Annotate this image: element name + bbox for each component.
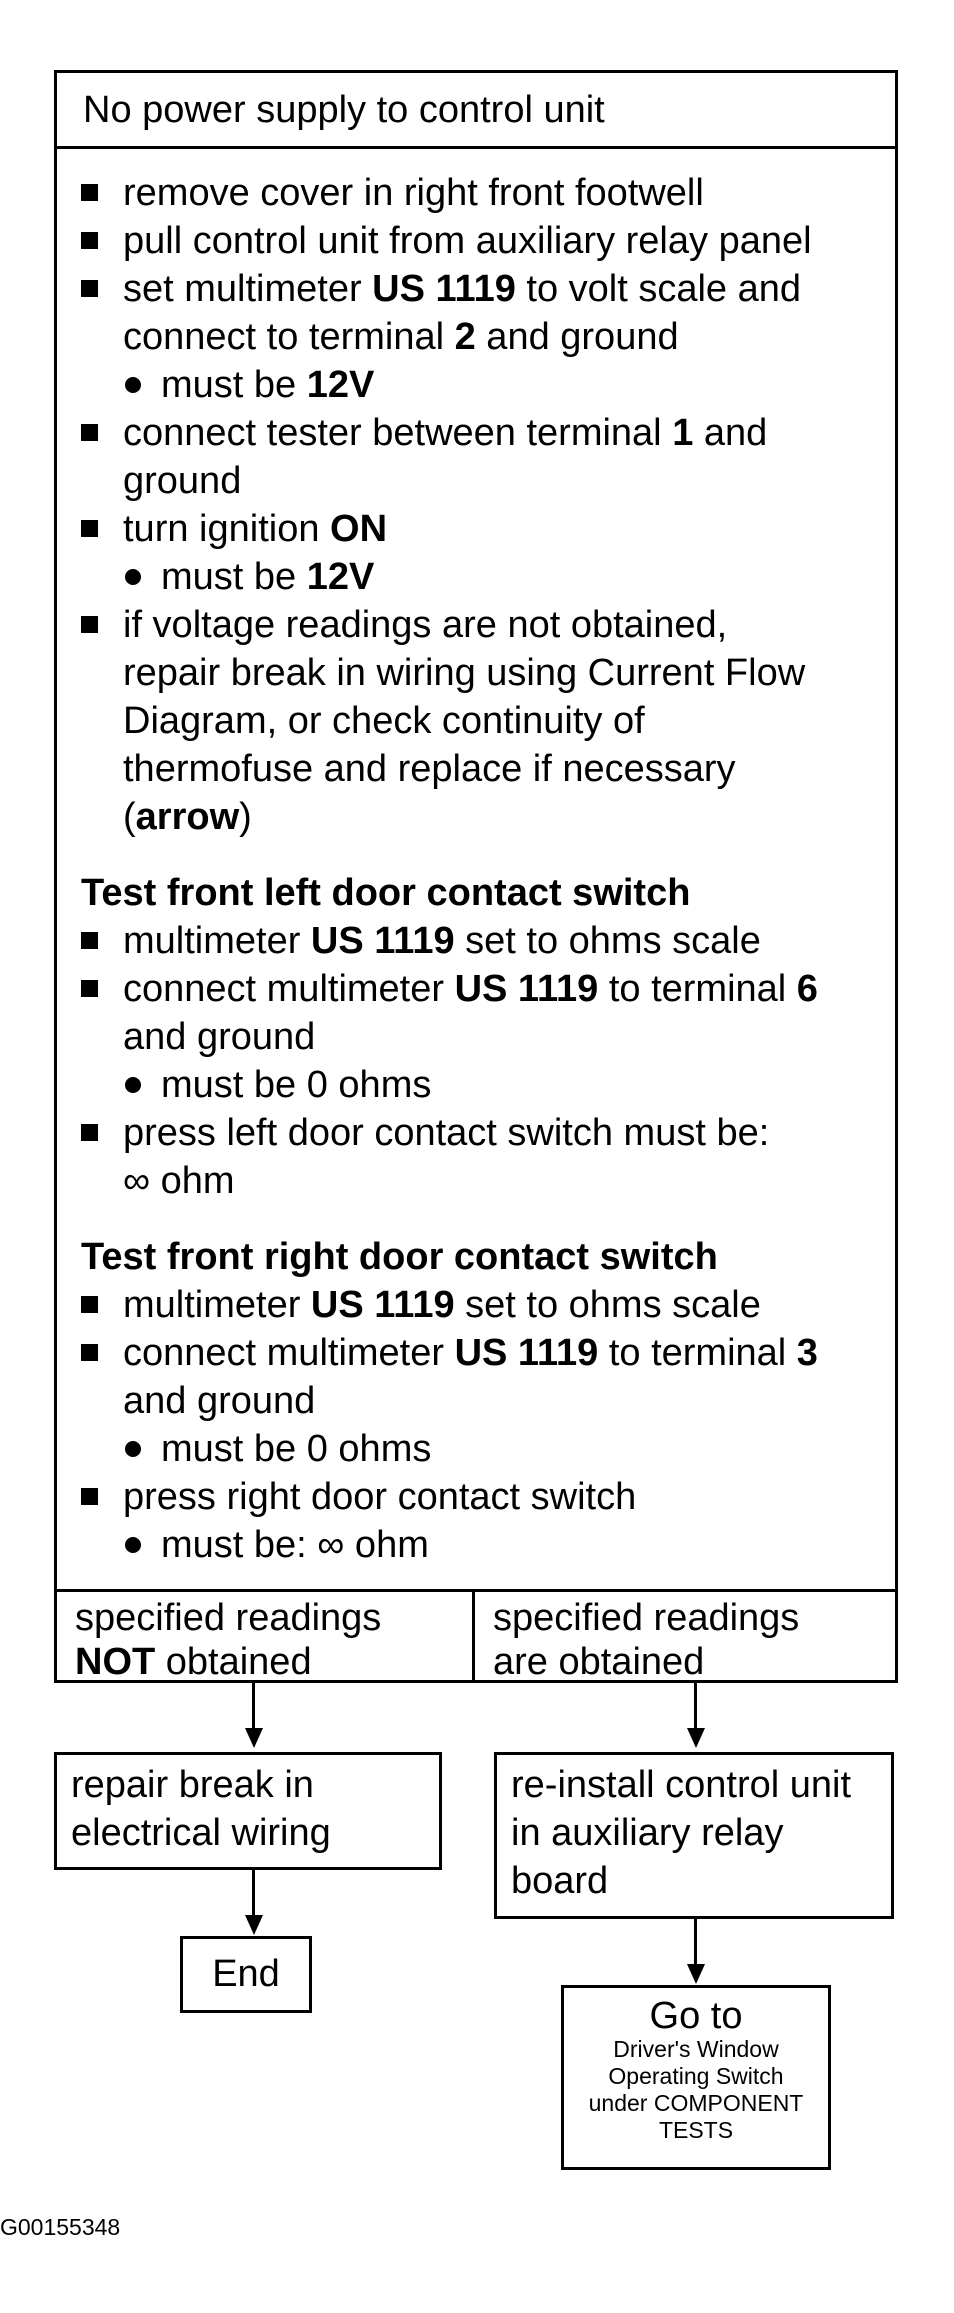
- arrow-down-icon: [245, 1728, 263, 1748]
- round-bullet-icon: [125, 1537, 141, 1553]
- square-bullet-icon: [81, 980, 98, 997]
- step-repair-break-cont: Diagram, or check continuity of: [123, 700, 645, 742]
- step-set-multimeter-cont: connect to terminal 2 and ground: [123, 316, 679, 358]
- result-must-be-12v: must be 12V: [81, 553, 871, 601]
- step-repair-break-cont: (arrow): [123, 796, 252, 838]
- right-switch-test-heading: Test front right door contact switch: [81, 1236, 718, 1278]
- goto-component-tests-box: Go to Driver's Window Operating Switch under COMPONENT TESTS: [561, 1985, 831, 2170]
- step-remove-cover: remove cover in right front footwell: [81, 169, 871, 217]
- step-turn-ignition: turn ignition ON: [81, 505, 871, 553]
- step-repair-break-cont: thermofuse and replace if necessary: [123, 748, 736, 790]
- square-bullet-icon: [81, 1488, 98, 1505]
- left-test-step-3-cont: ∞ ohm: [123, 1160, 235, 1202]
- step-repair-break: if voltage readings are not obtained,: [81, 601, 871, 649]
- left-test-result-0-ohms: must be 0 ohms: [81, 1061, 871, 1109]
- left-switch-test-heading: Test front left door contact switch: [81, 872, 691, 914]
- square-bullet-icon: [81, 932, 98, 949]
- right-test-result-0-ohms: must be 0 ohms: [81, 1425, 871, 1473]
- square-bullet-icon: [81, 280, 98, 297]
- left-test-step-2-cont: and ground: [123, 1016, 316, 1058]
- result-must-be-12v: must be 12V: [81, 361, 871, 409]
- square-bullet-icon: [81, 1296, 98, 1313]
- left-test-step-1: multimeter US 1119 set to ohms scale: [81, 917, 871, 965]
- square-bullet-icon: [81, 616, 98, 633]
- flow-connector: [694, 1919, 697, 1967]
- round-bullet-icon: [125, 1077, 141, 1093]
- round-bullet-icon: [125, 569, 141, 585]
- procedure-title: No power supply to control unit: [54, 70, 898, 146]
- procedure-steps: [54, 146, 898, 1592]
- square-bullet-icon: [81, 424, 98, 441]
- square-bullet-icon: [81, 1124, 98, 1141]
- right-test-step-1: multimeter US 1119 set to ohms scale: [81, 1281, 871, 1329]
- left-test-step-3: press left door contact switch must be:: [81, 1109, 871, 1157]
- square-bullet-icon: [81, 232, 98, 249]
- flow-connector: [252, 1683, 255, 1731]
- round-bullet-icon: [125, 1441, 141, 1457]
- step-connect-tester-cont: ground: [123, 460, 242, 502]
- square-bullet-icon: [81, 1344, 98, 1361]
- step-repair-break-cont: repair break in wiring using Current Flow: [123, 652, 806, 694]
- square-bullet-icon: [81, 184, 98, 201]
- left-test-step-2: connect multimeter US 1119 to terminal 6: [81, 965, 871, 1013]
- right-test-step-2-cont: and ground: [123, 1380, 316, 1422]
- round-bullet-icon: [125, 377, 141, 393]
- flow-connector: [694, 1683, 697, 1731]
- right-test-step-2: connect multimeter US 1119 to terminal 3: [81, 1329, 871, 1377]
- reinstall-control-unit-box: re-install control unit in auxiliary relay board: [494, 1752, 894, 1919]
- outcome-obtained: specified readings are obtained: [472, 1589, 898, 1683]
- flow-connector: [252, 1870, 255, 1918]
- end-box: End: [180, 1936, 312, 2013]
- step-set-multimeter: set multimeter US 1119 to volt scale and: [81, 265, 871, 313]
- outcome-not-obtained: specified readings NOT obtained: [54, 1589, 475, 1683]
- arrow-down-icon: [687, 1964, 705, 1984]
- square-bullet-icon: [81, 520, 98, 537]
- step-connect-tester: connect tester between terminal 1 and: [81, 409, 871, 457]
- right-test-result-infinite-ohm: must be: ∞ ohm: [81, 1521, 871, 1569]
- figure-code: G00155348: [0, 2214, 121, 2240]
- arrow-down-icon: [245, 1915, 263, 1935]
- arrow-down-icon: [687, 1728, 705, 1748]
- repair-wiring-box: repair break in electrical wiring: [54, 1752, 442, 1870]
- right-test-step-3: press right door contact switch: [81, 1473, 871, 1521]
- step-pull-control-unit: pull control unit from auxiliary relay panel: [81, 217, 871, 265]
